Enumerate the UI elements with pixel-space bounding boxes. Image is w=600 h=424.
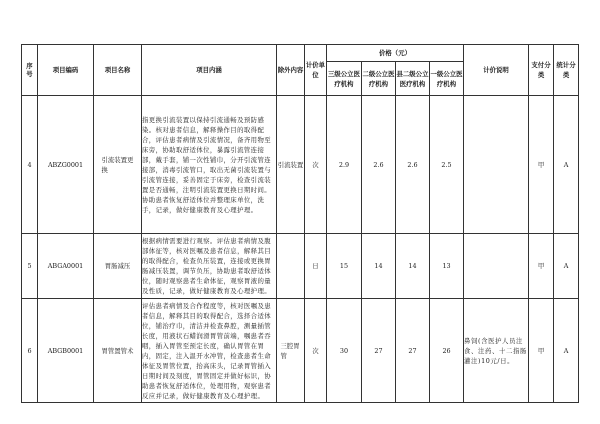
cell-code: ABGB0001 [38,299,94,403]
cell-price-tier-1: 2.5 [430,96,464,234]
cell-name: 引流装置更换 [94,96,142,234]
cell-content: 根据病情需要进行观察。评估患者病情及腹部体征等，核对医嘱及患者信息，解释其目的取得配合，检查负压装置，连接或更换胃肠减压装置，调节负压，协助患者取舒适体位，随时观察患者生命体征，观察胃液的量及性质，记录，做好健康教育及心理护理。 [142,234,277,299]
cell-price-tier-1: 13 [430,234,464,299]
cell-price-tier-2: 14 [362,234,396,299]
cell-price-tier-2: 2.6 [362,96,396,234]
cell-price-tier-1: 26 [430,299,464,403]
cell-name: 胃肠减压 [94,234,142,299]
header-seq: 序号 [22,45,38,96]
cell-code: ABZG0001 [38,96,94,234]
cell-excluded: 三腔胃管 [277,299,305,403]
header-price-tier-3: 三级公立医疗机构 [327,62,362,96]
cell-unit: 次 [305,299,327,403]
cell-stats: A [554,96,579,234]
cell-price-county-2: 2.6 [396,96,430,234]
cell-seq: 5 [22,234,38,299]
header-note: 计价说明 [464,45,529,96]
header-price-group: 价格（元） [327,45,464,62]
cell-price-county-2: 27 [396,299,430,403]
cell-note [464,96,529,234]
cell-name: 胃管置管术 [94,299,142,403]
cell-stats: A [554,234,579,299]
cell-excluded [277,234,305,299]
header-stats: 统计分类 [554,45,579,96]
cell-stats: A [554,299,579,403]
header-payment: 支付分类 [529,45,554,96]
header-content: 项目内涵 [142,45,277,96]
cell-seq: 4 [22,96,38,234]
header-excluded: 除外内容 [277,45,305,96]
cell-unit: 日 [305,234,327,299]
header-price-tier-2: 二级公立医疗机构 [362,62,396,96]
cell-content: 指更换引流装置以保持引流通畅及预防感染。核对患者信息，解释操作目的取得配合，评估患者病情及引流情况，备齐用物至床旁，协助取舒适体位，暴露引流管连接部，戴手套，铺一次性铺巾，分开引流管连接部，消毒引流管口，取出无菌引流装置与引流管连接，妥善固定于床旁，检查引流装置是否通畅，注明引流装置更换日期时间。协助患者恢复舒适体位并整理床单位，洗手，记录，做好健康教育及心理护理。 [142,96,277,234]
cell-note: 鼻饲(含医护人员注食、注药、十二指肠灌注)10元/日。 [464,299,529,403]
cell-price-county-2: 14 [396,234,430,299]
cell-excluded: 引流装置 [277,96,305,234]
table-row [22,96,579,234]
cell-seq: 6 [22,299,38,403]
header-code: 项目编码 [38,45,94,96]
cell-unit: 次 [305,96,327,234]
cell-code: ABGA0001 [38,234,94,299]
header-price-county-2: 县二级公立医疗机构 [396,62,430,96]
header-name: 项目名称 [94,45,142,96]
price-table [21,44,579,403]
cell-payment: 甲 [529,234,554,299]
cell-payment: 甲 [529,96,554,234]
cell-note [464,234,529,299]
cell-price-tier-2: 27 [362,299,396,403]
table-row [22,234,579,299]
table-row [22,299,579,403]
cell-price-tier-3: 15 [327,234,362,299]
cell-payment: 甲 [529,299,554,403]
header-unit: 计价单位 [305,45,327,96]
cell-price-tier-3: 2.9 [327,96,362,234]
header-price-tier-1: 一级公立医疗机构 [430,62,464,96]
cell-content: 评估患者病情及合作程度等，核对医嘱及患者信息，解释其目的取得配合，选择合适体位，铺治疗巾，清洁并检查鼻腔，测量插管长度，用液状石蜡润滑胃管前端，嘱患者吞咽，插入胃管至预定长度，确认胃管在胃内，固定，注入温开水冲管，检查患者生命体征及胃管位置，抬高床头，记录胃管插入日期时间及刻度，胃管固定并做好标识，协助患者恢复舒适体位，处理用物，观察患者反应并记录，做好健康教育及心理护理。 [142,299,277,403]
cell-price-tier-3: 30 [327,299,362,403]
